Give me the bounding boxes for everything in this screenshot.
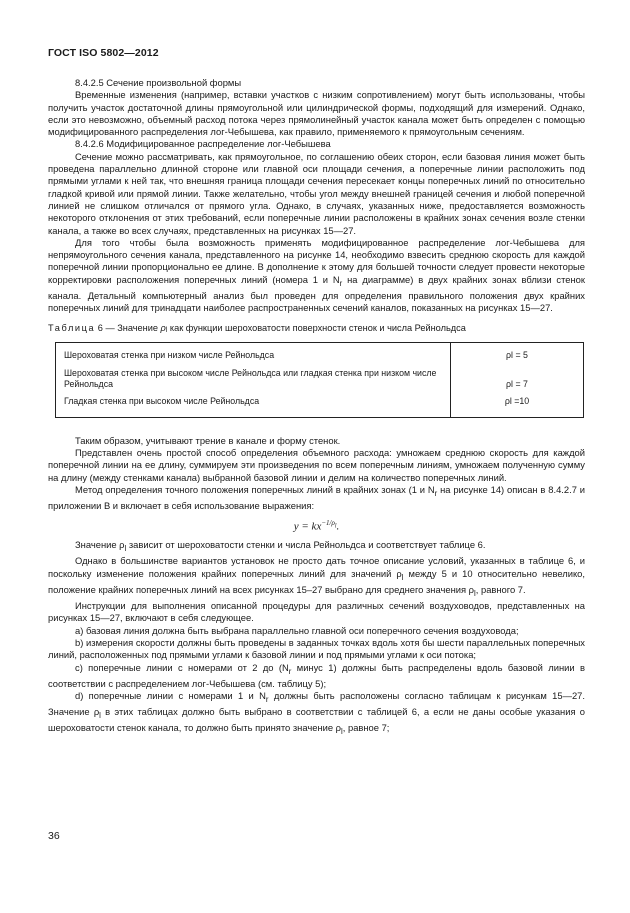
table-caption-prefix: Таблица [48,322,96,333]
paragraph-friction: Таким образом, учитывают трение в канале и форму стенок. [75,434,341,446]
paragraph-flow-method: Представлен очень простой способ определения объемного расхода: умножаем среднюю скорость для каждой поперечной линии на ее длину, суммируем эти произведения по всем поперечным линиям, умножаем полученную сумму на длину (между стенками канала) выбранной базовой линии и делим на количество поперечных линий. [48,446,585,483]
section-8426-heading: 8.4.2.6 Модифицированное распределение лог-Чебышева [75,138,331,150]
table-cell-value: ρl = 7 [506,379,528,390]
document-header: ГОСТ ISO 5802—2012 [48,47,159,59]
table-cell-description: Шероховатая стенка при высоком числе Рейнольдса или гладкая стенка при низком числе Рейнольдса [56,366,451,394]
table-cell-value: ρl = 5 [506,349,528,360]
table-row [56,342,584,366]
table-cell-description: Шероховатая стенка при низком числе Рейнольдса [56,342,451,366]
section-8425-text: Временные изменения (например, вставки участков с низким сопротивлением) могут быть использованы, чтобы получить участок достаточной длины прямоугольной или цилиндрической формы, подходящий для измерений. Однако, если это невозможно, объемный расход потока через прямолинейный участок канала может быть определен с помощью модифицированного распределения лог-Чебышева, как правило, применяемого к прямоугольным сечениям. [48,89,585,138]
page-number: 36 [48,830,60,842]
list-item-d: d) поперечные линии c номерами 1 и $N_r$ должны быть расположены согласно таблицам к рисункам 15—27. Значение $\rho_l$ в этих таблицах должно быть выбрано в соответствии с таблицей 6, а если не даны особые указания о шероховатости стенок канала, то должно быть принято значение $\rho_l$, равное 7; [48,690,586,737]
table-caption [48,322,585,337]
document-body [48,77,585,739]
table-caption-symbol: ρ [160,322,166,333]
formula: $y = kx^{-1/\rho_l}$. [293,519,340,533]
paragraph-extreme-zones: Метод определения точного положения поперечных линий в крайних зонах (1 и $N_r$ на рисунке 14) описан в 8.4.2.7 и приложении В и включает в себя использование выражения: [48,483,586,511]
table-caption-subscript: l [165,326,168,334]
table-caption-tail: как функции шероховатости поверхности стенок и числа Рейнольдса [169,322,466,333]
section-8425-heading: 8.4.2.5 Сечение произвольной формы [75,77,242,88]
paragraph-installations: Однако в большинстве вариантов установок не просто дать точное описание условий, указанных в таблице 6, и поскольку изменение положения крайних поперечных линий для значений $\rho_l$ между 5 и 10 относительно невелико, положение крайних поперечных линий на всех рисунках 15–27 выбрано для среднего значения $\rho_l$, равного 7. [48,555,585,598]
table-row [56,394,584,417]
table-cell-value: ρl =10 [504,396,530,407]
section-8426-paragraph-2: Для того чтобы была возможность применять модифицированное распределение лог-Чебышева для непрямоугольного сечения канала, представленного на рисунке 14, необходимо взвесить среднюю скорость для каждой поперечной линии пропорционально ее длине. В дополнение к этому для большей точности следует провести некоторые корректировки расположения поперечных линий (номера 1 и $N_r$ на диаграмме) в двух крайних зонах вблизи стенок канала. Детальный компьютерный анализ был проведен для определения правильного положения двух крайних поперечных линий для тринадцати наиболее распространенных сечений каналов, показанных на рисунках 15—27. [48,236,585,314]
section-8426-paragraph-1: Сечение можно рассматривать, как прямоугольное, по соглашению обеих сторон, если базовая линия может быть проведена параллельно длинной стороне или главной оси площади сечения, а поперечные линии расположить под прямыми углами к ней так, что внешняя граница площади сечения пересекает концы поперечных линий по относительно гладкой кривой или прямой линии. Также желательно, чтобы угол между внешней границей сечения и любой поперечной линией не слишком отличался от прямого угла. Однако, в случаях, указанных ниже, предоставляется возможность некоторого отклонения от этих требований, если поперечные линии расположены в крайних зонах сечения возле стенки канала, а также во всех случаях, представленных на рисунках 15—27. [48,150,585,236]
table-caption-rest: 6 — Значение [97,322,158,333]
table-row [56,366,584,394]
paragraph-instructions: Инструкции для выполнения описанной процедуры для различных сечений воздуховодов, представленных на рисунках 15—27, включают в себя следующее. [48,600,585,624]
table-cell-description: Гладкая стенка при высоком числе Рейнольдса [56,394,451,417]
list-item-b: b) измерения скорости должны быть проведены в заданных точках вдоль хотя бы шести параллельных поперечных линий, расположенных под прямыми углами к базовой линии и под прямыми углами к оси потока; [48,636,585,661]
list-item-a: a) базовая линия должна быть выбрана параллельно главной оси поперечного сечения воздуховода; [75,624,519,636]
paragraph-rho-value: Значение $\rho_l$ зависит от шероховатости стенки и числа Рейнольдса и соответствует таблице 6. [75,539,486,554]
roughness-table [55,342,584,418]
list-item-c: c) поперечные линии c номерами от 2 до ($N_r$ минус 1) должны быть распределены вдоль базовой линии в соответствии с распределением лог-Чебышева (см. таблицу 5); [48,661,585,689]
